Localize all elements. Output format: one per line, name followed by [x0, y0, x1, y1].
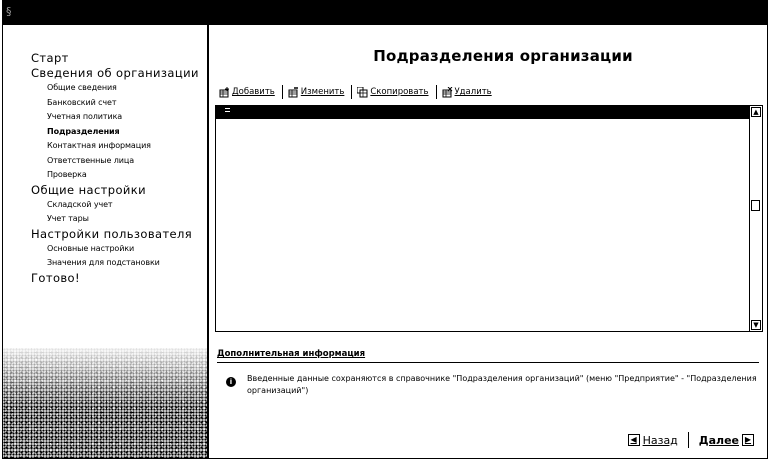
sidebar-item[interactable]: Банковский счет: [47, 97, 117, 107]
add-button[interactable]: [219, 87, 275, 98]
wizard-footer: [625, 432, 757, 448]
next-arrow-icon: ▶: [742, 434, 754, 446]
scroll-thumb[interactable]: [751, 200, 760, 211]
toolbar-separator: [351, 85, 352, 99]
delete-icon: [442, 87, 453, 98]
copy-icon: [357, 87, 368, 98]
sidebar-item[interactable]: Общие сведения: [47, 83, 117, 92]
info-section-title: Дополнительная информация: [217, 349, 366, 359]
sidebar-item[interactable]: Учет тары: [47, 214, 89, 223]
footer-separator: [688, 432, 689, 448]
list-toolbar: [219, 84, 496, 100]
add-label: Добавить: [232, 87, 275, 97]
sidebar-item[interactable]: Складской учет: [47, 199, 113, 209]
sidebar-item[interactable]: Учетная политика: [47, 112, 123, 121]
back-label: Назад: [642, 433, 678, 447]
scroll-down-button[interactable]: ▼: [751, 320, 761, 330]
sidebar-item[interactable]: Старт: [31, 51, 69, 65]
sidebar-item[interactable]: Общие настройки: [31, 182, 146, 197]
title-bar[interactable]: [3, 1, 767, 25]
sidebar-item[interactable]: Готово!: [31, 270, 81, 285]
sidebar-item[interactable]: Ответственные лица: [47, 155, 135, 165]
wizard-sidebar: [3, 25, 207, 458]
edit-icon: [288, 87, 299, 98]
wizard-steps-nav: [31, 51, 199, 286]
delete-button[interactable]: [442, 87, 492, 98]
edit-button[interactable]: [288, 87, 345, 98]
edit-label: Изменить: [300, 87, 345, 97]
wizard-window: [2, 0, 768, 459]
back-button[interactable]: [625, 434, 678, 447]
sidebar-item[interactable]: Настройки пользователя: [31, 226, 193, 241]
sidebar-decoration-fade: [3, 348, 207, 458]
next-button[interactable]: [699, 434, 757, 447]
vertical-scrollbar[interactable]: [749, 106, 762, 331]
scroll-up-button[interactable]: ▲: [751, 107, 761, 117]
info-text: Введенные данные сохраняются в справочнике "Подразделения организаций" (меню "Предприятие" - "Подразделения организаций"): [247, 374, 757, 395]
sidebar-item[interactable]: Контактная информация: [47, 141, 151, 150]
info-icon: i: [226, 377, 236, 387]
toolbar-separator: [282, 85, 283, 99]
next-label: Далее: [698, 433, 739, 447]
main-panel: [209, 25, 767, 458]
sidebar-item[interactable]: Значения для подстановки: [47, 258, 160, 267]
sidebar-item[interactable]: Подразделения: [47, 126, 120, 136]
sidebar-item[interactable]: Сведения об организации: [31, 66, 199, 80]
copy-button[interactable]: [357, 87, 428, 98]
row-marker-icon: [225, 108, 230, 112]
sidebar-item[interactable]: Проверка: [47, 170, 87, 179]
system-menu-icon[interactable]: §: [6, 5, 12, 18]
delete-label: Удалить: [454, 87, 492, 97]
list-header-row[interactable]: [216, 106, 749, 119]
sidebar-item[interactable]: Основные настройки: [47, 243, 135, 253]
departments-list[interactable]: [215, 105, 763, 332]
page-title: Подразделения организации: [373, 47, 633, 65]
info-divider: [217, 362, 759, 363]
back-arrow-icon: ◀: [628, 434, 640, 446]
toolbar-separator: [436, 85, 437, 99]
copy-label: Скопировать: [370, 87, 429, 97]
add-icon: [219, 87, 230, 98]
